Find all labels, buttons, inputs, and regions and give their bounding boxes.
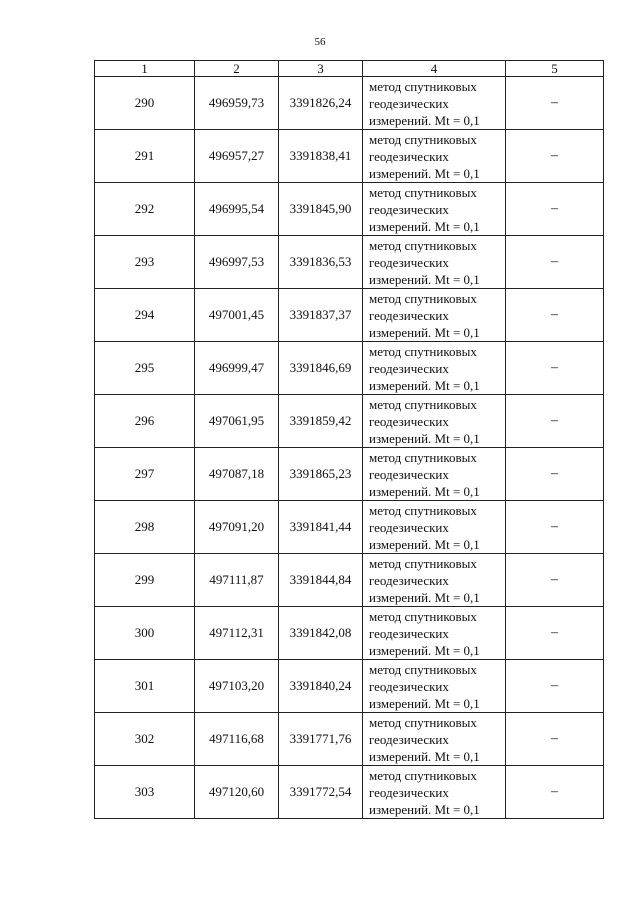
note-cell: – bbox=[506, 342, 604, 395]
x-coordinate-cell: 497112,31 bbox=[195, 607, 279, 660]
table-row bbox=[95, 130, 604, 183]
header-col-5: 5 bbox=[506, 61, 604, 77]
method-cell: метод спутниковых геодезических измерений. Mt = 0,1 bbox=[363, 501, 506, 554]
note-cell: – bbox=[506, 395, 604, 448]
method-cell: метод спутниковых геодезических измерений. Mt = 0,1 bbox=[363, 713, 506, 766]
table-row bbox=[95, 660, 604, 713]
point-number-cell: 292 bbox=[95, 183, 195, 236]
x-coordinate-cell: 496999,47 bbox=[195, 342, 279, 395]
note-cell: – bbox=[506, 501, 604, 554]
coordinates-table bbox=[94, 60, 604, 819]
point-number-cell: 295 bbox=[95, 342, 195, 395]
note-cell: – bbox=[506, 183, 604, 236]
method-cell: метод спутниковых геодезических измерений. Mt = 0,1 bbox=[363, 130, 506, 183]
point-number-cell: 293 bbox=[95, 236, 195, 289]
note-cell: – bbox=[506, 607, 604, 660]
method-cell: метод спутниковых геодезических измерений. Mt = 0,1 bbox=[363, 395, 506, 448]
point-number-cell: 298 bbox=[95, 501, 195, 554]
y-coordinate-cell: 3391771,76 bbox=[279, 713, 363, 766]
method-cell: метод спутниковых геодезических измерений. Mt = 0,1 bbox=[363, 183, 506, 236]
table-row bbox=[95, 448, 604, 501]
table-row bbox=[95, 289, 604, 342]
y-coordinate-cell: 3391859,42 bbox=[279, 395, 363, 448]
y-coordinate-cell: 3391838,41 bbox=[279, 130, 363, 183]
note-cell: – bbox=[506, 236, 604, 289]
x-coordinate-cell: 497111,87 bbox=[195, 554, 279, 607]
y-coordinate-cell: 3391841,44 bbox=[279, 501, 363, 554]
point-number-cell: 303 bbox=[95, 766, 195, 819]
method-cell: метод спутниковых геодезических измерений. Mt = 0,1 bbox=[363, 660, 506, 713]
point-number-cell: 291 bbox=[95, 130, 195, 183]
point-number-cell: 299 bbox=[95, 554, 195, 607]
x-coordinate-cell: 497116,68 bbox=[195, 713, 279, 766]
method-cell: метод спутниковых геодезических измерений. Mt = 0,1 bbox=[363, 607, 506, 660]
x-coordinate-cell: 496997,53 bbox=[195, 236, 279, 289]
y-coordinate-cell: 3391865,23 bbox=[279, 448, 363, 501]
point-number-cell: 297 bbox=[95, 448, 195, 501]
header-col-2: 2 bbox=[195, 61, 279, 77]
y-coordinate-cell: 3391836,53 bbox=[279, 236, 363, 289]
x-coordinate-cell: 497087,18 bbox=[195, 448, 279, 501]
x-coordinate-cell: 496995,54 bbox=[195, 183, 279, 236]
x-coordinate-cell: 497001,45 bbox=[195, 289, 279, 342]
table-row bbox=[95, 395, 604, 448]
point-number-cell: 290 bbox=[95, 77, 195, 130]
y-coordinate-cell: 3391826,24 bbox=[279, 77, 363, 130]
x-coordinate-cell: 497103,20 bbox=[195, 660, 279, 713]
point-number-cell: 294 bbox=[95, 289, 195, 342]
note-cell: – bbox=[506, 130, 604, 183]
header-row bbox=[95, 61, 604, 77]
x-coordinate-cell: 496957,27 bbox=[195, 130, 279, 183]
header-col-4: 4 bbox=[363, 61, 506, 77]
note-cell: – bbox=[506, 77, 604, 130]
header-col-1: 1 bbox=[95, 61, 195, 77]
table-row bbox=[95, 713, 604, 766]
point-number-cell: 301 bbox=[95, 660, 195, 713]
table-row bbox=[95, 501, 604, 554]
x-coordinate-cell: 497120,60 bbox=[195, 766, 279, 819]
x-coordinate-cell: 497061,95 bbox=[195, 395, 279, 448]
method-cell: метод спутниковых геодезических измерений. Mt = 0,1 bbox=[363, 77, 506, 130]
table-row bbox=[95, 607, 604, 660]
y-coordinate-cell: 3391840,24 bbox=[279, 660, 363, 713]
note-cell: – bbox=[506, 448, 604, 501]
table-row bbox=[95, 554, 604, 607]
note-cell: – bbox=[506, 766, 604, 819]
table-row bbox=[95, 766, 604, 819]
y-coordinate-cell: 3391772,54 bbox=[279, 766, 363, 819]
table-body bbox=[95, 77, 604, 819]
point-number-cell: 296 bbox=[95, 395, 195, 448]
note-cell: – bbox=[506, 289, 604, 342]
table-header bbox=[95, 61, 604, 77]
y-coordinate-cell: 3391844,84 bbox=[279, 554, 363, 607]
point-number-cell: 302 bbox=[95, 713, 195, 766]
table-row bbox=[95, 342, 604, 395]
y-coordinate-cell: 3391837,37 bbox=[279, 289, 363, 342]
y-coordinate-cell: 3391845,90 bbox=[279, 183, 363, 236]
method-cell: метод спутниковых геодезических измерений. Mt = 0,1 bbox=[363, 236, 506, 289]
table-row bbox=[95, 236, 604, 289]
note-cell: – bbox=[506, 713, 604, 766]
method-cell: метод спутниковых геодезических измерений. Mt = 0,1 bbox=[363, 342, 506, 395]
x-coordinate-cell: 496959,73 bbox=[195, 77, 279, 130]
note-cell: – bbox=[506, 554, 604, 607]
point-number-cell: 300 bbox=[95, 607, 195, 660]
x-coordinate-cell: 497091,20 bbox=[195, 501, 279, 554]
header-col-3: 3 bbox=[279, 61, 363, 77]
method-cell: метод спутниковых геодезических измерений. Mt = 0,1 bbox=[363, 448, 506, 501]
y-coordinate-cell: 3391846,69 bbox=[279, 342, 363, 395]
method-cell: метод спутниковых геодезических измерений. Mt = 0,1 bbox=[363, 554, 506, 607]
method-cell: метод спутниковых геодезических измерений. Mt = 0,1 bbox=[363, 766, 506, 819]
table-row bbox=[95, 183, 604, 236]
table-row bbox=[95, 77, 604, 130]
y-coordinate-cell: 3391842,08 bbox=[279, 607, 363, 660]
method-cell: метод спутниковых геодезических измерений. Mt = 0,1 bbox=[363, 289, 506, 342]
note-cell: – bbox=[506, 660, 604, 713]
page-number: 56 bbox=[314, 36, 326, 48]
